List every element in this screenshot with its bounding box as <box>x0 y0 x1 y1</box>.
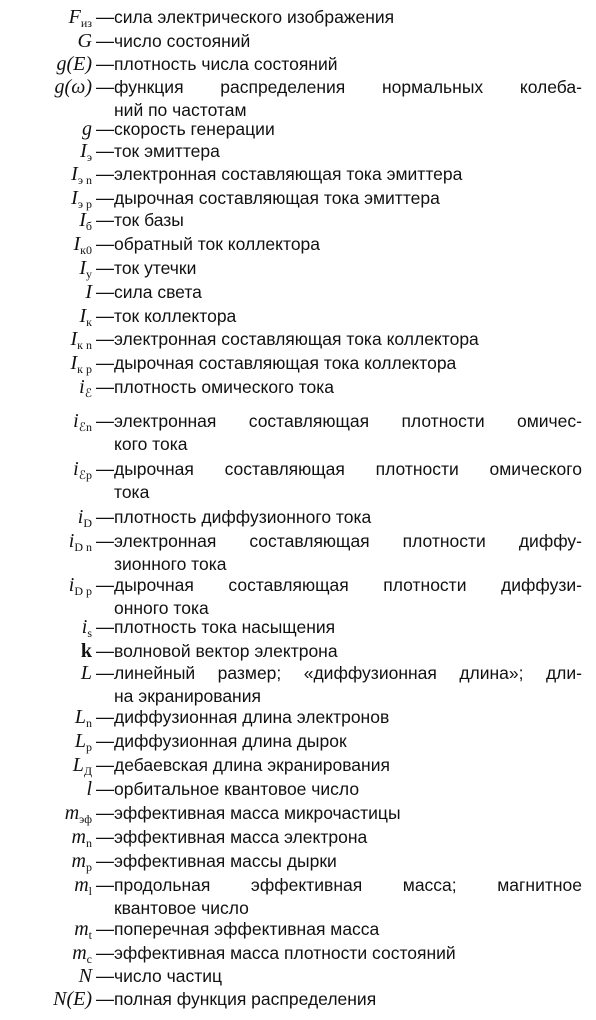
entry-symbol <box>0 574 92 598</box>
entry-description <box>114 376 582 399</box>
entry-dash: — <box>96 54 114 74</box>
symbol-subscript: ℰ <box>84 386 92 400</box>
entry-symbol <box>0 458 92 482</box>
description-line: электронная составляющая тока эмиттера <box>114 164 463 184</box>
entry-symbol <box>0 802 92 826</box>
symbol-main: L <box>72 754 84 776</box>
symbol-subscript: эф <box>79 812 92 826</box>
entry-dash: — <box>96 507 114 527</box>
entry-symbol <box>0 209 92 233</box>
description-line: линейный размер; «диффузионная длина»; дли- <box>114 663 582 683</box>
symbol-subscript: D <box>83 516 92 530</box>
description-line: плотность числа состояний <box>114 54 338 74</box>
description-line: эффективная масса плотности состояний <box>114 943 456 963</box>
symbol-subscript: к0 <box>80 243 92 257</box>
symbol-main: I <box>85 281 92 303</box>
symbol-main: F <box>68 6 81 28</box>
description-line: полная функция распределения <box>114 989 377 1009</box>
symbol-main: N <box>78 965 92 987</box>
description-line: на экранирования <box>114 686 261 706</box>
symbol-main: l <box>86 778 92 800</box>
entry-dash: — <box>96 755 114 775</box>
entry-description <box>114 352 582 375</box>
symbol-subscript: б <box>85 219 92 233</box>
symbol-main: I <box>71 163 78 185</box>
symbol-subscript: p <box>86 740 92 754</box>
entry-symbol <box>0 281 92 303</box>
entry-dash: — <box>96 459 114 479</box>
entry-dash: — <box>96 575 114 595</box>
description-line: эффективная массы дырки <box>114 851 337 871</box>
entry-dash: — <box>96 31 114 51</box>
entry-description <box>114 187 582 210</box>
entry-symbol <box>0 942 92 966</box>
symbol-main: g(ω) <box>54 76 92 98</box>
description-line: функция распределения нормальных колеба- <box>114 77 582 97</box>
symbol-subscript: к <box>86 315 92 329</box>
description-line: диффузионная длина дырок <box>114 731 347 751</box>
entry-description <box>114 30 582 53</box>
entry-dash: — <box>96 306 114 326</box>
symbol-subscript: n <box>86 836 92 850</box>
entry-dash: — <box>96 919 114 939</box>
entry-dash: — <box>96 188 114 208</box>
symbol-subscript: p <box>86 860 92 874</box>
symbol-main: i <box>73 458 79 480</box>
description-line: дырочная составляющая плотности омического <box>114 459 582 479</box>
symbol-subscript: у <box>86 267 92 281</box>
description-line: обратный ток коллектора <box>114 234 321 254</box>
symbol-main: m <box>74 918 89 940</box>
description-line: скорость генерации <box>114 119 275 139</box>
entry-description <box>114 209 582 232</box>
description-line: эффективная масса микрочастицы <box>114 803 401 823</box>
description-line: зионного тока <box>114 554 227 574</box>
entry-description <box>114 850 582 873</box>
description-line: плотность тока насыщения <box>114 617 336 637</box>
description-line: квантовое число <box>114 898 249 918</box>
entry-symbol <box>0 730 92 754</box>
entry-dash: — <box>96 7 114 27</box>
description-line: продольная эффективная масса; магнитное <box>114 875 582 895</box>
entry-symbol <box>0 30 92 52</box>
symbol-subscript: ℰn <box>78 420 92 434</box>
description-line: электронная составляющая плотности омичес- <box>114 411 582 431</box>
symbol-main: I <box>73 233 81 255</box>
symbol-main: I <box>79 305 87 327</box>
entry-symbol <box>0 988 92 1010</box>
symbol-main: i <box>68 574 75 596</box>
symbol-main: i <box>79 376 85 398</box>
description-line: ток базы <box>114 210 184 230</box>
entry-dash: — <box>96 943 114 963</box>
symbol-main: m <box>71 850 86 872</box>
entry-description <box>114 76 582 122</box>
description-line: тока <box>114 482 150 502</box>
entry-symbol <box>0 163 92 187</box>
entry-dash: — <box>96 731 114 751</box>
description-line: дебаевская длина экранирования <box>114 755 390 775</box>
entry-symbol <box>0 754 92 778</box>
symbol-main: I <box>79 257 86 279</box>
symbol-subscript: э n <box>77 173 92 187</box>
description-line: число состояний <box>114 31 251 51</box>
entry-dash: — <box>96 258 114 278</box>
entry-dash: — <box>96 210 114 230</box>
entry-symbol <box>0 640 92 662</box>
entry-description <box>114 826 582 849</box>
entry-dash: — <box>96 234 114 254</box>
entry-dash: — <box>96 77 114 97</box>
entry-description <box>114 458 582 504</box>
entry-symbol <box>0 778 92 800</box>
symbol-main: N(E) <box>53 988 92 1010</box>
entry-dash: — <box>96 663 114 683</box>
symbol-main: m <box>71 826 86 848</box>
entry-symbol <box>0 118 92 140</box>
entry-symbol <box>0 187 92 211</box>
entry-description <box>114 874 582 920</box>
symbol-subscript: D n <box>74 540 92 554</box>
symbol-main: i <box>73 410 79 432</box>
entry-dash: — <box>96 966 114 986</box>
entry-description <box>114 328 582 351</box>
entry-description <box>114 281 582 304</box>
entry-symbol <box>0 965 92 987</box>
entry-dash: — <box>96 282 114 302</box>
description-line: эффективная масса электрона <box>114 827 368 847</box>
symbol-subscript: э <box>86 150 92 164</box>
description-line: плотность диффузионного тока <box>114 507 372 527</box>
symbol-main: L <box>74 730 86 752</box>
entry-symbol <box>0 76 92 98</box>
symbol-main: I <box>80 140 87 162</box>
entry-dash: — <box>96 875 114 895</box>
entry-description <box>114 530 582 576</box>
entry-dash: — <box>96 989 114 1009</box>
entry-description <box>114 163 582 186</box>
symbol-main: i <box>81 616 88 638</box>
description-line: волновой вектор электрона <box>114 641 338 661</box>
entry-dash: — <box>96 531 114 551</box>
entry-symbol <box>0 6 92 30</box>
description-line: плотность омического тока <box>114 377 335 397</box>
symbol-subscript: l <box>88 884 92 898</box>
entry-dash: — <box>96 329 114 349</box>
symbol-main: L <box>74 706 86 728</box>
entry-description <box>114 410 582 456</box>
entry-description <box>114 257 582 280</box>
symbol-main: I <box>71 187 78 209</box>
symbol-main: m <box>64 802 80 824</box>
entry-description <box>114 942 582 965</box>
description-line: ток эмиттера <box>114 141 220 161</box>
entry-description <box>114 754 582 777</box>
entry-dash: — <box>96 827 114 847</box>
symbol-main: k <box>80 640 92 662</box>
entry-symbol <box>0 140 92 164</box>
entry-dash: — <box>96 617 114 637</box>
entry-dash: — <box>96 641 114 661</box>
entry-description <box>114 574 582 620</box>
symbol-subscript: к p <box>77 362 92 376</box>
description-line: дырочная составляющая тока коллектора <box>114 353 457 373</box>
symbol-main: g(E) <box>56 53 92 75</box>
symbol-main: I <box>70 352 78 374</box>
entry-description <box>114 506 582 529</box>
entry-symbol <box>0 850 92 874</box>
description-line: ток утечки <box>114 258 197 278</box>
symbol-main: g <box>82 118 92 140</box>
entry-description <box>114 918 582 941</box>
entry-description <box>114 53 582 76</box>
symbol-subscript: s <box>87 626 92 640</box>
entry-symbol <box>0 662 92 684</box>
entry-description <box>114 640 582 663</box>
entry-symbol <box>0 826 92 850</box>
symbol-subscript: D p <box>74 584 92 598</box>
symbol-subscript: из <box>80 16 92 30</box>
description-line: орбитальное квантовое число <box>114 779 360 799</box>
entry-symbol <box>0 328 92 352</box>
entry-description <box>114 988 582 1011</box>
entry-description <box>114 706 582 729</box>
entry-description <box>114 730 582 753</box>
description-line: электронная составляющая тока коллектора <box>114 329 479 349</box>
symbol-main: I <box>70 328 78 350</box>
description-line: дырочная составляющая плотности диффузи- <box>114 575 582 595</box>
entry-description <box>114 965 582 988</box>
entry-dash: — <box>96 411 114 431</box>
symbol-main: i <box>68 530 75 552</box>
entry-symbol <box>0 352 92 376</box>
description-line: ток коллектора <box>114 306 237 326</box>
entry-dash: — <box>96 141 114 161</box>
entry-description <box>114 305 582 328</box>
symbol-subscript: ℰp <box>78 468 92 482</box>
entry-dash: — <box>96 779 114 799</box>
entry-symbol <box>0 376 92 400</box>
entry-description <box>114 778 582 801</box>
entry-symbol <box>0 257 92 281</box>
entry-dash: — <box>96 707 114 727</box>
entry-description <box>114 140 582 163</box>
entry-symbol <box>0 918 92 942</box>
symbol-main: G <box>77 30 92 52</box>
description-line: поперечная эффективная масса <box>114 919 380 939</box>
entry-dash: — <box>96 164 114 184</box>
entry-symbol <box>0 530 92 554</box>
entry-symbol <box>0 616 92 640</box>
entry-description <box>114 616 582 639</box>
symbol-subscript: t <box>88 928 92 942</box>
description-line: ний по частотам <box>114 100 247 120</box>
symbol-subscript: к n <box>77 338 92 352</box>
entry-description <box>114 118 582 141</box>
symbol-main: L <box>80 662 92 684</box>
entry-dash: — <box>96 119 114 139</box>
entry-symbol <box>0 706 92 730</box>
entry-symbol <box>0 410 92 434</box>
entry-dash: — <box>96 803 114 823</box>
description-line: электронная составляющая плотности диффу- <box>114 531 582 551</box>
description-line: сила света <box>114 282 202 302</box>
description-line: онного тока <box>114 598 209 618</box>
entry-symbol <box>0 874 92 898</box>
symbol-subscript: э p <box>77 197 92 211</box>
description-line: кого тока <box>114 434 188 454</box>
entry-dash: — <box>96 851 114 871</box>
entry-dash: — <box>96 353 114 373</box>
symbol-main: I <box>79 209 86 231</box>
description-line: диффузионная длина электронов <box>114 707 390 727</box>
symbol-main: m <box>72 942 87 964</box>
symbol-subscript: c <box>86 952 92 966</box>
entry-description <box>114 662 582 708</box>
entry-symbol <box>0 506 92 530</box>
description-line: сила электрического изображения <box>114 7 395 27</box>
entry-dash: — <box>96 377 114 397</box>
symbol-subscript: n <box>86 716 92 730</box>
symbol-main: i <box>77 506 84 528</box>
symbol-main: m <box>74 874 89 896</box>
description-line: число частиц <box>114 966 223 986</box>
entry-symbol <box>0 233 92 257</box>
entry-description <box>114 233 582 256</box>
entry-symbol <box>0 53 92 75</box>
entry-symbol <box>0 305 92 329</box>
symbol-subscript: Д <box>83 764 92 778</box>
description-line: дырочная составляющая тока эмиттера <box>114 188 440 208</box>
entry-description <box>114 6 582 29</box>
entry-description <box>114 802 582 825</box>
